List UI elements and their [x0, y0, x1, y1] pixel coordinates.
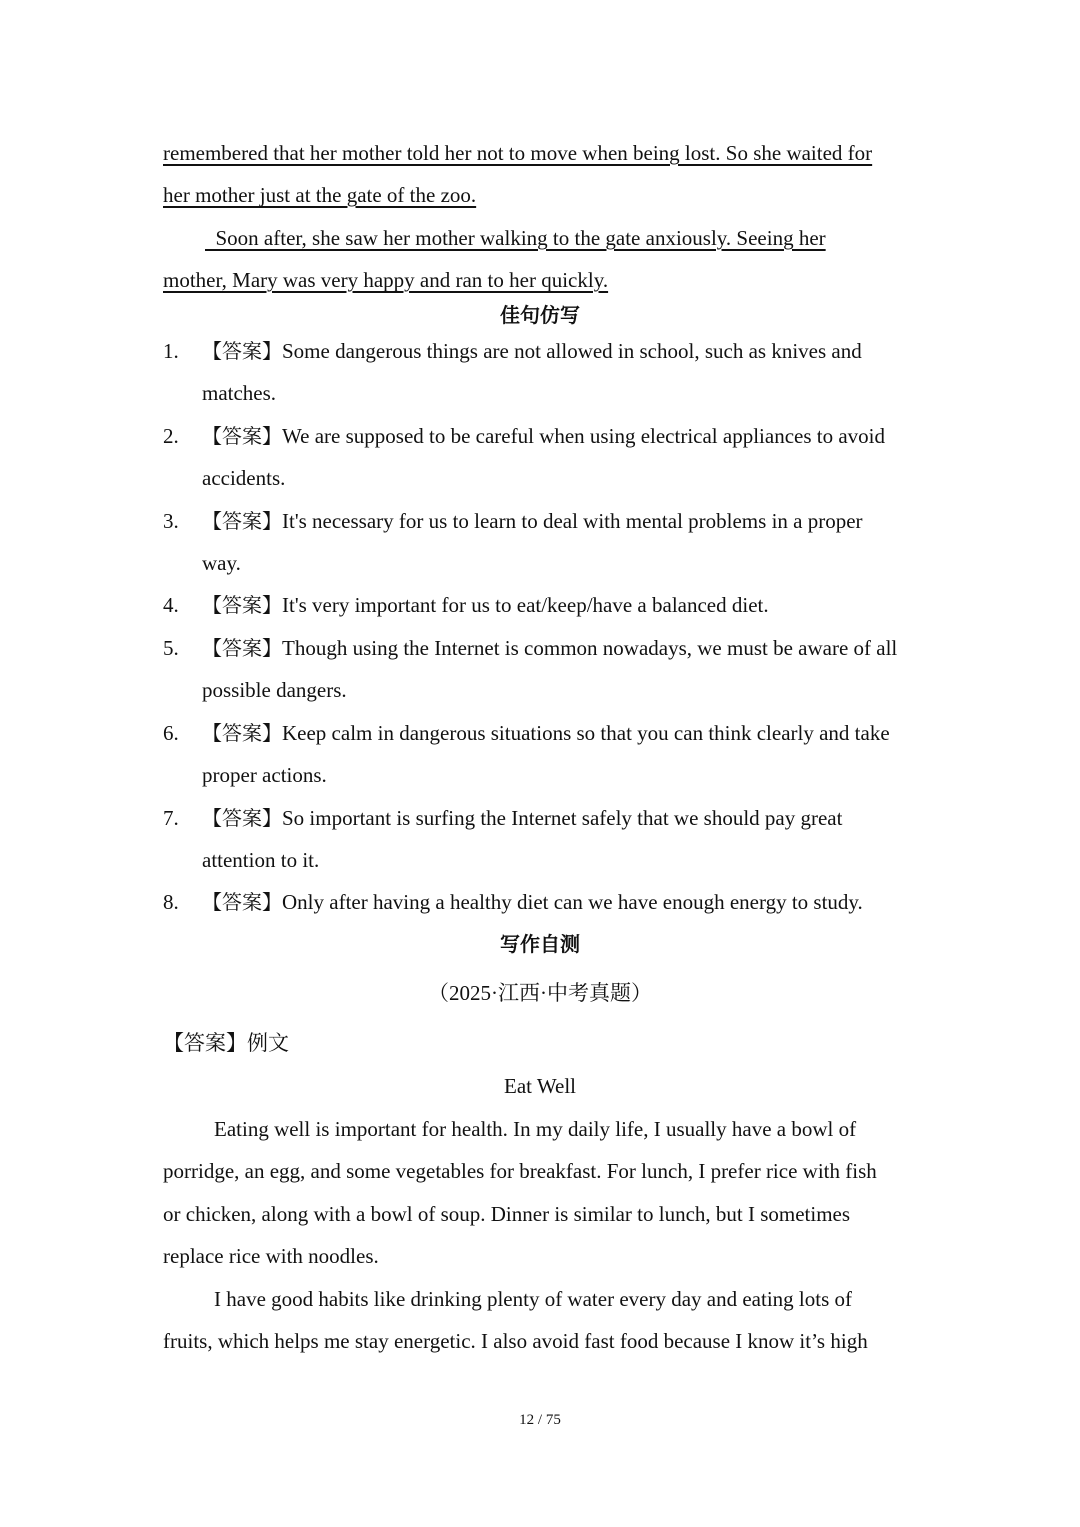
item-number: 1. [163, 339, 179, 363]
answer-continuation: proper actions. [202, 763, 327, 787]
answer-tag: 【答案】 [202, 593, 282, 617]
page-number: 12 / 75 [519, 1412, 561, 1428]
answer-tag: 【答案】 [202, 509, 282, 533]
answer-item [202, 804, 842, 832]
answer-tag: 【答案】 [202, 890, 282, 914]
answer-item [202, 337, 862, 365]
answer-text: It's very important for us to eat/keep/have a balanced diet. [282, 593, 769, 617]
section-title-sentence-imitation: 佳句仿写 [500, 303, 580, 327]
story-line-3: Soon after, she saw her mother walking to the gate anxiously. Seeing her [205, 226, 826, 250]
essay-p2-line-2: fruits, which helps me stay energetic. I also avoid fast food because I know it’s high [163, 1329, 868, 1353]
answer-tag: 【答案】 [202, 339, 282, 363]
answer-item [202, 888, 863, 916]
answer-text: Keep calm in dangerous situations so that you can think clearly and take [282, 721, 890, 745]
answer-text: It's necessary for us to learn to deal with mental problems in a proper [282, 509, 863, 533]
answer-item [202, 591, 769, 619]
answer-item [202, 507, 863, 535]
answer-item [202, 634, 897, 662]
answer-continuation: accidents. [202, 466, 286, 490]
answer-continuation: way. [202, 551, 241, 575]
answer-tag: 【答案】 [202, 721, 282, 745]
answer-continuation: matches. [202, 381, 277, 405]
essay-title: Eat Well [504, 1074, 576, 1098]
answer-item [202, 422, 885, 450]
answer-continuation: attention to it. [202, 848, 320, 872]
answer-text: Only after having a healthy diet can we have enough energy to study. [282, 890, 863, 914]
answer-tag: 【答案】 [202, 636, 282, 660]
item-number: 7. [163, 806, 179, 830]
item-number: 8. [163, 890, 179, 914]
answer-tag: 【答案】 [202, 424, 282, 448]
answer-text: Some dangerous things are not allowed in school, such as knives and [282, 339, 862, 363]
source-note: （2025·江西·中考真题） [428, 981, 652, 1005]
essay-p2-line-1: I have good habits like drinking plenty of water every day and eating lots of [214, 1287, 852, 1311]
answer-label: 【答案】例文 [163, 1031, 289, 1055]
answer-text: So important is surfing the Internet safely that we should pay great [282, 806, 843, 830]
section-title-writing-test: 写作自测 [500, 932, 580, 956]
story-line-4: mother, Mary was very happy and ran to her quickly. [163, 268, 609, 292]
essay-p1-line-2: porridge, an egg, and some vegetables for breakfast. For lunch, I prefer rice with fish [163, 1159, 877, 1183]
essay-p1-line-3: or chicken, along with a bowl of soup. Dinner is similar to lunch, but I sometimes [163, 1202, 851, 1226]
item-number: 6. [163, 721, 179, 745]
story-line-1: remembered that her mother told her not to move when being lost. So she waited for [163, 141, 873, 165]
essay-p1-line-1: Eating well is important for health. In my daily life, I usually have a bowl of [214, 1117, 857, 1141]
answer-continuation: possible dangers. [202, 678, 347, 702]
essay-p1-line-4: replace rice with noodles. [163, 1244, 379, 1268]
item-number: 5. [163, 636, 179, 660]
story-line-2: her mother just at the gate of the zoo. [163, 183, 477, 207]
answer-text: We are supposed to be careful when using electrical appliances to avoid [282, 424, 885, 448]
item-number: 2. [163, 424, 179, 448]
item-number: 4. [163, 593, 179, 617]
item-number: 3. [163, 509, 179, 533]
answer-item [202, 719, 890, 747]
answer-tag: 【答案】 [202, 806, 282, 830]
answer-text: Though using the Internet is common nowadays, we must be aware of all [282, 636, 898, 660]
